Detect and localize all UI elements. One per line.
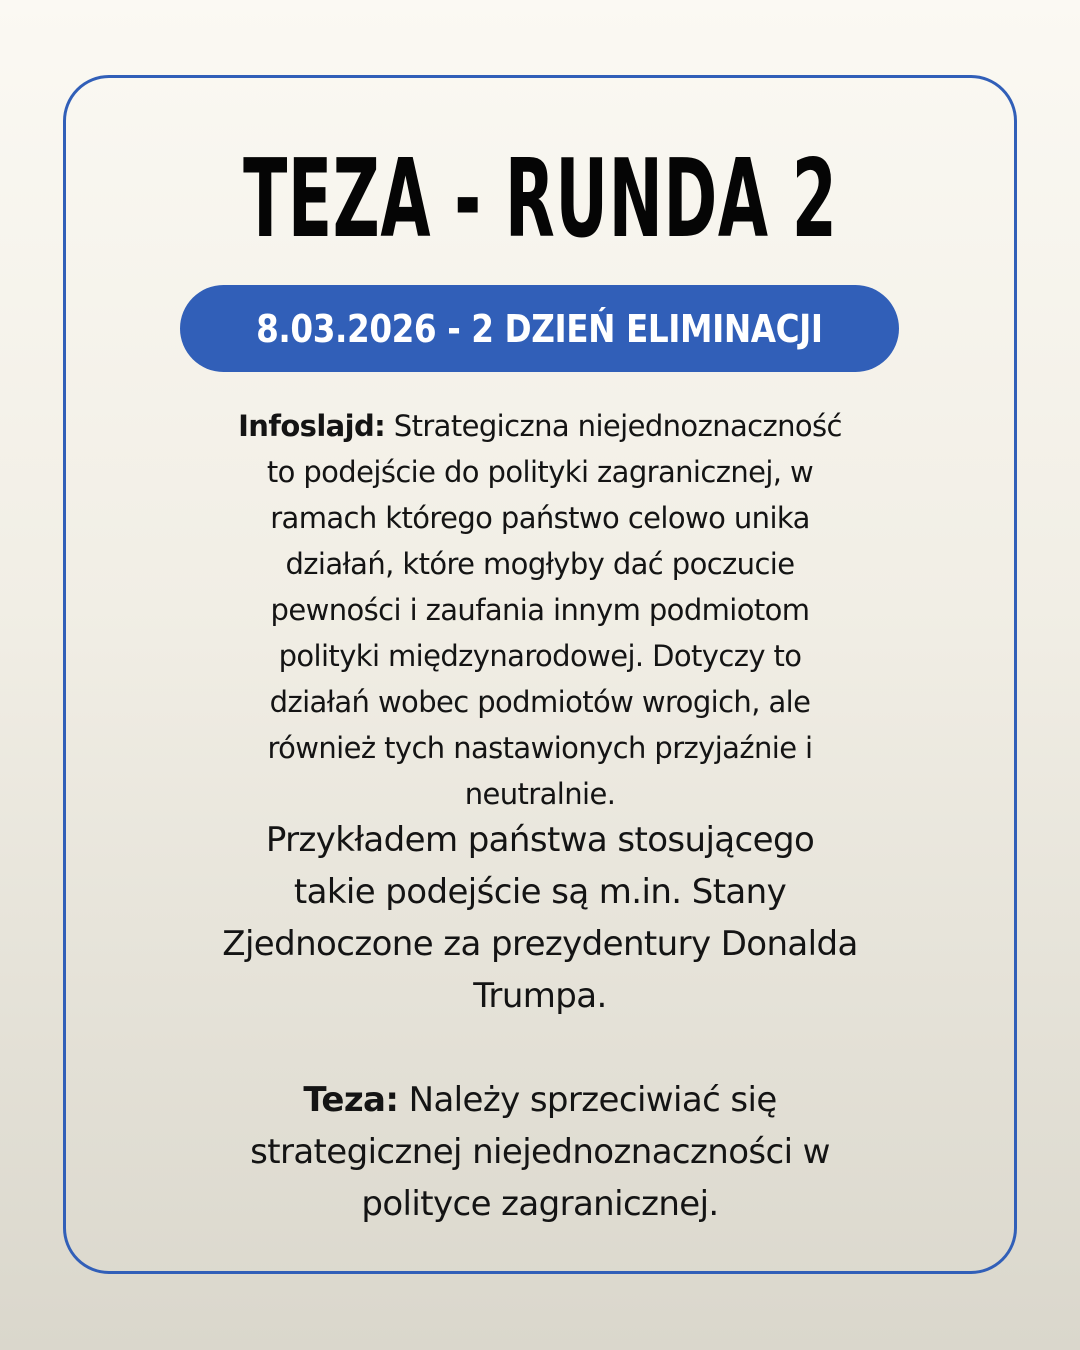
- infoslide-line: działań, które mogłyby dać poczucie: [285, 547, 795, 581]
- infoslide-label: Infoslajd:: [238, 409, 386, 443]
- example-paragraph: [170, 814, 910, 1022]
- infoslide-line: ramach którego państwo celowo unika: [270, 501, 810, 535]
- infoslide-line: [180, 403, 900, 449]
- infoslide-paragraph: [180, 403, 900, 817]
- date-badge: [180, 285, 899, 372]
- thesis-line: [170, 1074, 910, 1126]
- infoslide-line: neutralnie.: [464, 777, 616, 811]
- date-badge-text: 8.03.2026 - 2 DZIEŃ ELIMINACJI: [256, 306, 823, 351]
- page-title: TEZA - RUNDA 2: [242, 137, 838, 262]
- infoslide-line: polityki międzynarodowej. Dotyczy to: [278, 639, 802, 673]
- thesis-line: polityce zagranicznej.: [361, 1184, 719, 1224]
- example-line: Trumpa.: [473, 976, 607, 1016]
- infoslide-line: działań wobec podmiotów wrogich, ale: [269, 685, 811, 719]
- infoslide-text: Strategiczna niejednoznaczność: [385, 409, 842, 443]
- thesis-label: Teza:: [303, 1080, 399, 1120]
- thesis-line: strategicznej niejednoznaczności w: [250, 1132, 830, 1172]
- thesis-paragraph: [170, 1074, 910, 1230]
- example-line: Zjednoczone za prezydentury Donalda: [222, 924, 858, 964]
- title-container: [0, 137, 1080, 262]
- thesis-text: Należy sprzeciwiać się: [398, 1080, 777, 1120]
- infoslide-line: pewności i zaufania innym podmiotom: [270, 593, 810, 627]
- infoslide-line: to podejście do polityki zagranicznej, w: [266, 455, 814, 489]
- example-line: Przykładem państwa stosującego: [265, 820, 815, 860]
- example-line: takie podejście są m.in. Stany: [293, 872, 787, 912]
- infoslide-line: również tych nastawionych przyjaźnie i: [267, 731, 813, 765]
